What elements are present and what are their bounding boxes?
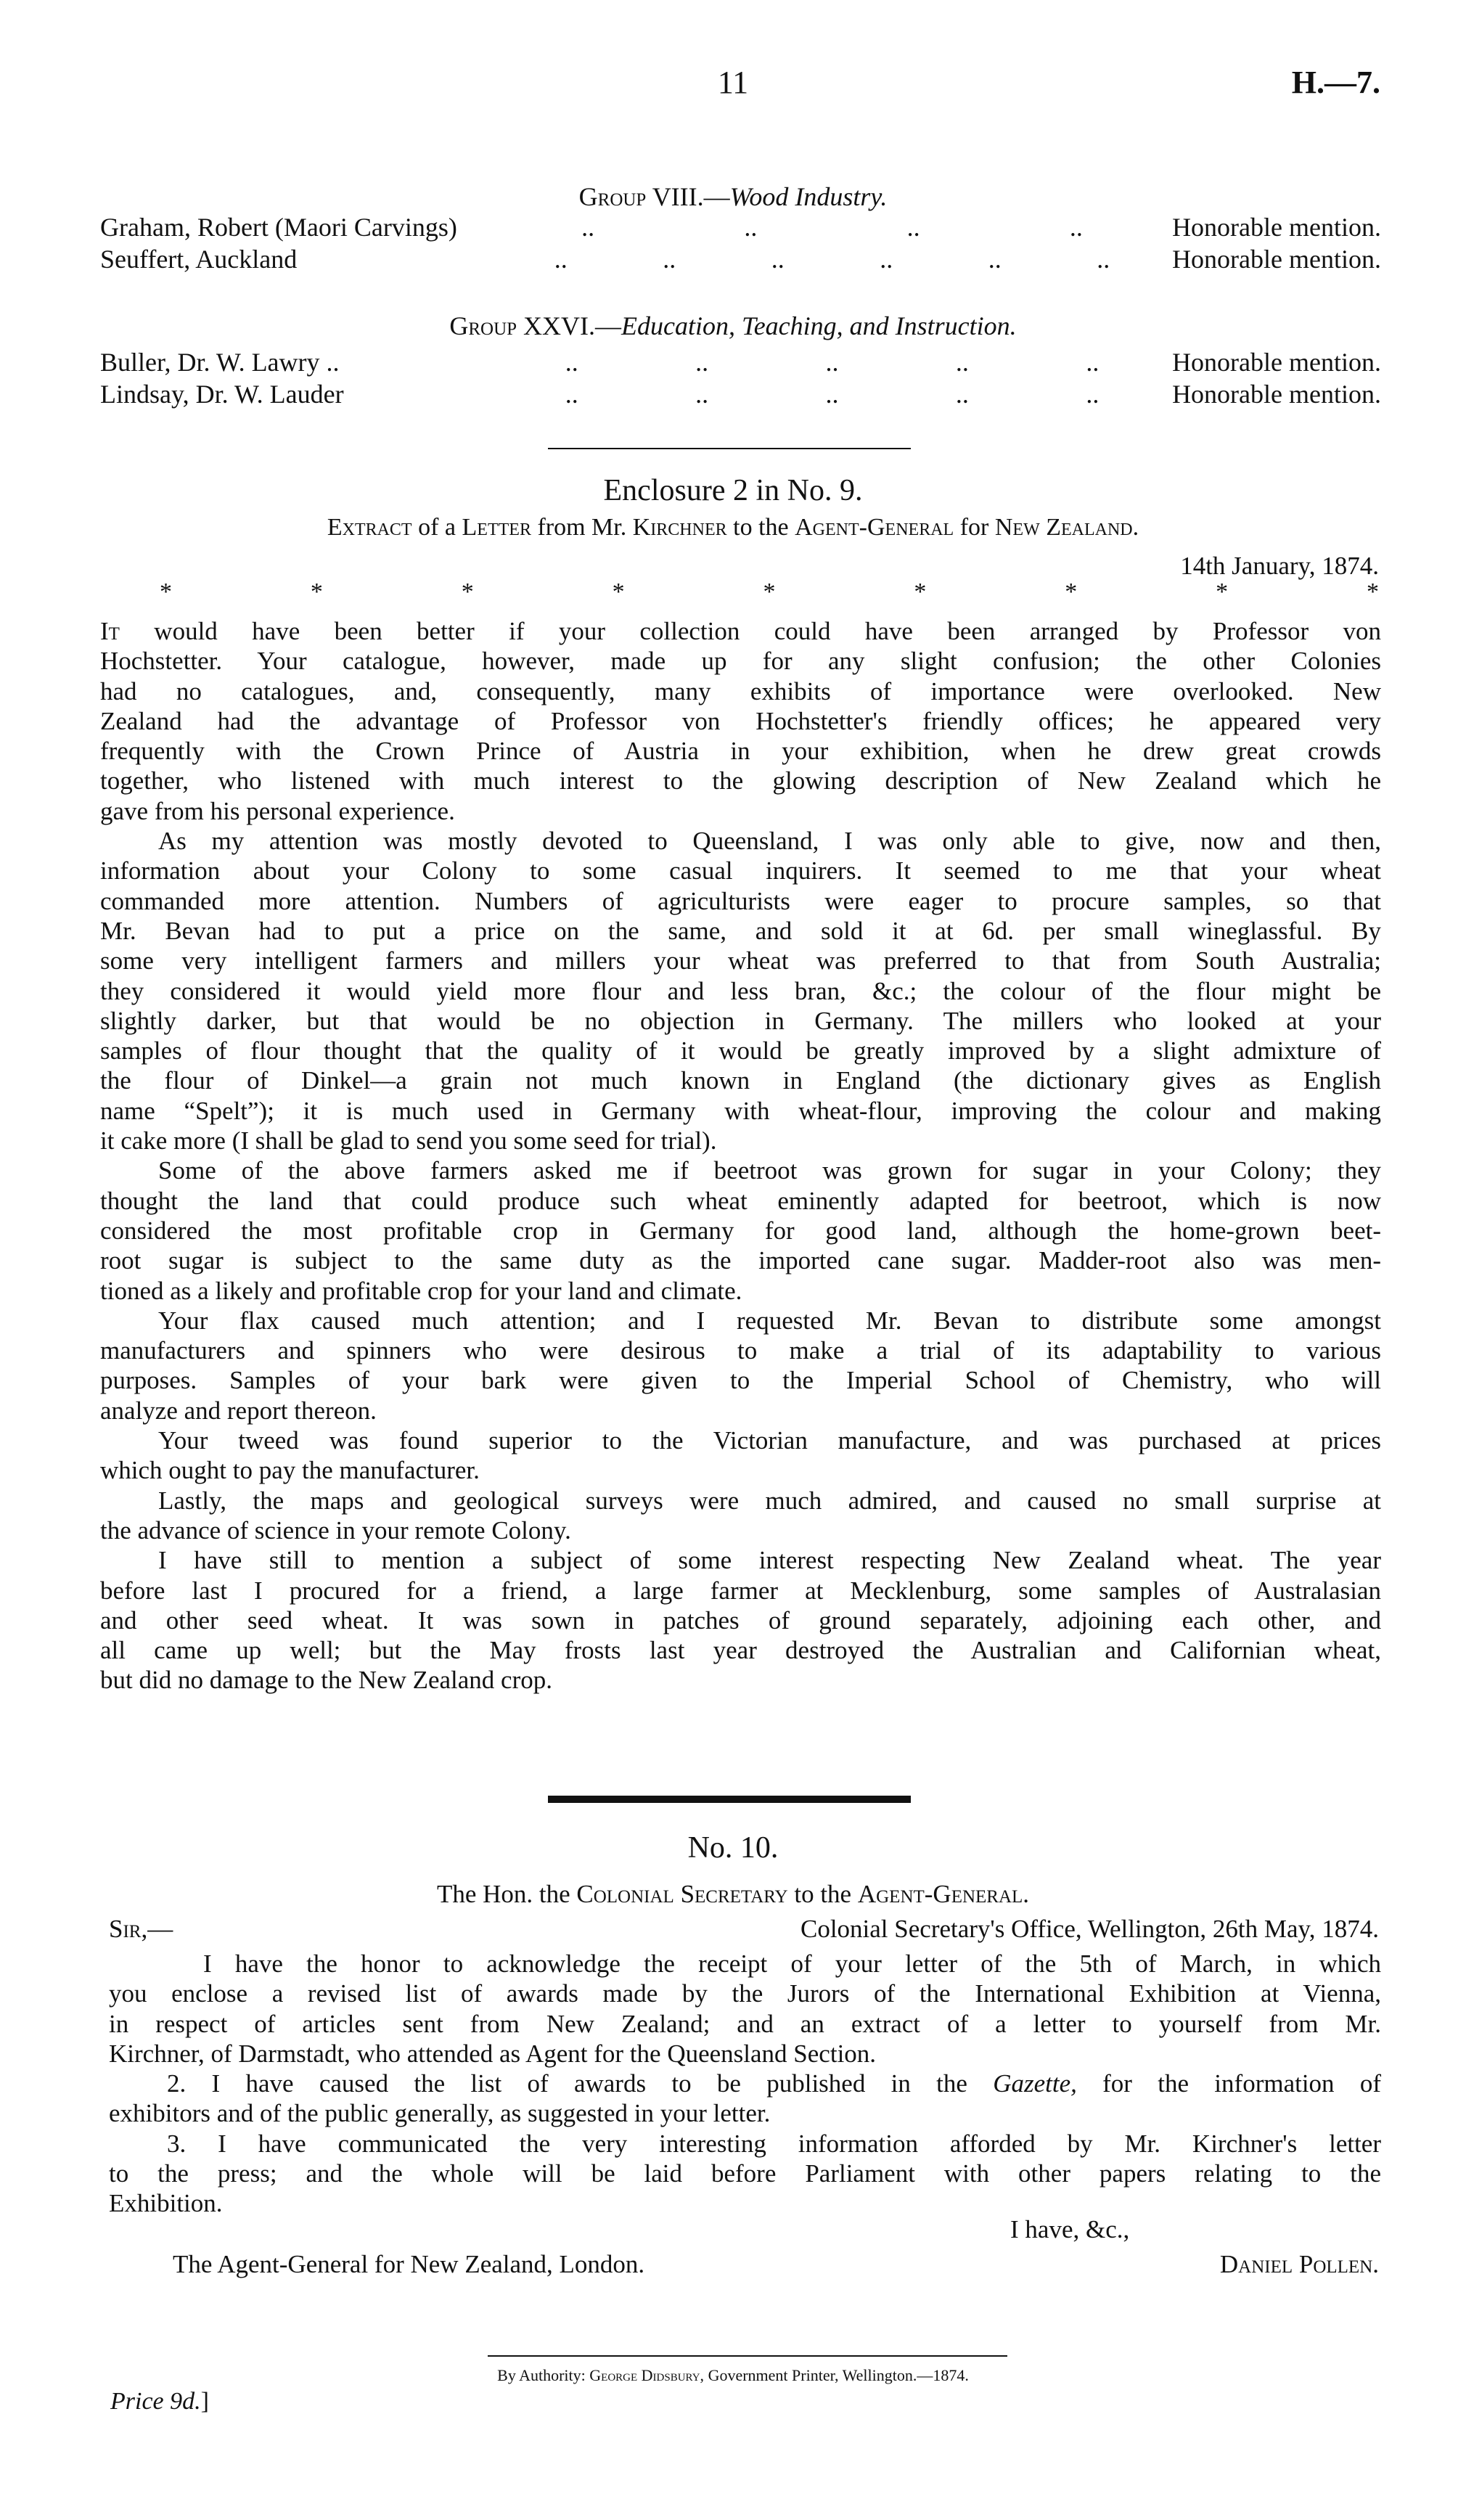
text-line: Mr. Bevan had to put a price on the same, and sold it at 6d. per small wineglassful. By: [100, 916, 1381, 945]
leader-dots: ..: [825, 348, 839, 377]
asterisk: *: [1065, 578, 1078, 605]
group-title: Wood Industry.: [729, 182, 888, 211]
text-line: before last I procured for a friend, a large farmer at Mecklenburg, some samples of Australasian: [100, 1576, 1381, 1605]
enclosure-body: [100, 616, 1381, 1695]
asterisk: *: [461, 578, 474, 605]
leader-dots: ..: [663, 245, 676, 274]
text-line: I have still to mention a subject of some interest respecting New Zealand wheat. The year: [158, 1546, 1381, 1575]
text-line: Your flax caused much attention; and I requested Mr. Bevan to distribute some amongst: [158, 1306, 1381, 1335]
omission-stars: [160, 578, 1379, 606]
document-reference: H.—7.: [1291, 65, 1380, 100]
text-line: purposes. Samples of your bark were given to the Imperial School of Chemistry, who will: [100, 1366, 1381, 1395]
text-line: name “Spelt”); it is much used in Germany with wheat-flour, improving the colour and making: [100, 1096, 1381, 1125]
exhibitor-name: Seuffert, Auckland: [100, 245, 298, 274]
text-line: Kirchner, of Darmstadt, who attended as Agent for the Queensland Section.: [109, 2039, 877, 2068]
leader-dots: ..: [771, 245, 785, 274]
price-unit: d.: [182, 2388, 201, 2415]
leader-dots: ..: [988, 245, 1002, 274]
text-line: As my attention was mostly devoted to Queensland, I was only able to give, now and then,: [158, 827, 1381, 856]
page-number: 11: [717, 65, 749, 100]
group-numeral: VIII.—: [652, 182, 730, 211]
text-line: had no catalogues, and, consequently, many exhibits of importance were overlooked. New: [100, 676, 1381, 705]
asterisk: *: [1367, 578, 1379, 605]
group-viii-heading: [0, 181, 1466, 212]
italic-title: Gazette,: [993, 2069, 1077, 2098]
text-line: but did no damage to the New Zealand crop.: [100, 1666, 552, 1695]
leader-dots: ..: [565, 348, 578, 377]
text-line: you enclose a revised list of awards made by the Jurors of the International Exhibition at Vienna,: [109, 1979, 1381, 2008]
group-title: Education, Teaching, and Instruction.: [621, 311, 1017, 340]
price-bracket: ]: [200, 2388, 209, 2415]
award-row: [100, 244, 1381, 276]
leader-dots: ..: [565, 380, 578, 409]
leader-dots: ..: [695, 380, 709, 409]
line-text: 2. I have caused the list of awards to be published in the: [167, 2069, 994, 2098]
text-line: Exhibition.: [109, 2189, 223, 2218]
text-line: root sugar is subject to the same duty as the imported cane sugar. Madder-root also was men-: [100, 1246, 1381, 1275]
leader-dots: ..: [955, 348, 969, 377]
text-line: and other seed wheat. It was sown in patches of ground separately, adjoining each other, and: [100, 1605, 1381, 1635]
text-line: thought the land that could produce such wheat eminently adapted for beetroot, which is now: [100, 1186, 1381, 1215]
subtitle-segment: to the: [787, 1880, 858, 1908]
text-line: commanded more attention. Numbers of agriculturists were eager to procure samples, so that: [100, 886, 1381, 915]
leader-dots: ..: [1097, 245, 1110, 274]
text-line: it cake more (I shall be glad to send you some seed for trial).: [100, 1126, 717, 1155]
dot-leaders: [507, 347, 1172, 377]
text-line: the advance of science in your remote Colony.: [100, 1515, 571, 1545]
subtitle-segment: from Mr.: [531, 514, 633, 541]
text-line: Your tweed was found superior to the Victorian manufacture, and was purchased at prices: [158, 1426, 1381, 1455]
text-line: they considered it would yield more flour and less bran, &c.; the colour of the flour might be: [100, 976, 1381, 1005]
text-line: together, who listened with much interest to the glowing description of New Zealand which he: [100, 766, 1381, 795]
award-text: Honorable mention.: [1172, 348, 1381, 377]
asterisk: *: [310, 578, 323, 605]
text-line: to the press; and the whole will be laid before Parliament with other papers relating to the: [109, 2159, 1381, 2188]
enclosure-date: 14th January, 1874.: [1180, 552, 1379, 580]
imprint: [0, 2366, 1466, 2385]
text-line: Lastly, the maps and geological surveys were much admired, and caused no small surprise at: [158, 1486, 1381, 1515]
group-label: Group: [578, 182, 647, 211]
letter-addressee: The Agent-General for New Zealand, London.: [173, 2250, 645, 2278]
leader-dots: ..: [880, 245, 893, 274]
line-text: for the information of: [1076, 2069, 1381, 2098]
leader-dots: ..: [1086, 348, 1100, 377]
award-text: Honorable mention.: [1172, 213, 1381, 242]
exhibitor-name: Lindsay, Dr. W. Lauder: [100, 380, 344, 409]
subtitle-segment: Letter: [462, 514, 531, 541]
leader-dots: ..: [554, 245, 568, 274]
text-line: all came up well; but the May frosts last year destroyed the Australian and Californian wheat,: [100, 1636, 1381, 1665]
leader-dots: ..: [955, 380, 969, 409]
text-line: samples of flour thought that the quality of it would be greatly improved by a slight admixture of: [100, 1036, 1381, 1065]
subtitle-segment: to the: [726, 514, 795, 541]
letter-salutation: Sir,—: [109, 1915, 173, 1943]
leader-dots: ..: [825, 380, 839, 409]
letter-body: [109, 1949, 1381, 2219]
text-line: [100, 616, 1381, 646]
leader-dots: ..: [906, 213, 920, 242]
leader-dots: ..: [1086, 380, 1100, 409]
leader-dots: ..: [744, 213, 758, 242]
imprint-divider: [488, 2355, 1007, 2357]
text-line: slightly darker, but that would be no objection in Germany. The millers who looked at your: [100, 1006, 1381, 1035]
text-line: Some of the above farmers asked me if beetroot was grown for sugar in your Colony; they: [158, 1156, 1381, 1185]
subtitle-segment: Colonial Secretary: [576, 1880, 788, 1908]
text-line: 3. I have communicated the very interesting information afforded by Mr. Kirchner's letter: [167, 2129, 1381, 2158]
text-line: which ought to pay the manufacturer.: [100, 1456, 480, 1485]
subtitle-segment: for: [954, 514, 995, 541]
price: [110, 2388, 209, 2415]
subtitle-segment: Extract: [327, 514, 412, 541]
letter-dateline: Colonial Secretary's Office, Wellington, 26th May, 1874.: [800, 1915, 1379, 1943]
text-line: Zealand had the advantage of Professor von Hochstetter's friendly offices; he appeared very: [100, 706, 1381, 735]
group-xxvi-heading: [0, 311, 1466, 341]
letter-closing: I have, &c.,: [1010, 2215, 1130, 2243]
leader-dots: ..: [581, 213, 595, 242]
subtitle-segment: The Hon. the: [436, 1880, 577, 1908]
text-line: [109, 2069, 1381, 2098]
dot-leaders: [507, 212, 1172, 242]
asterisk: *: [914, 578, 927, 605]
dot-leaders: [507, 244, 1172, 274]
enclosure-title: Enclosure 2 in No. 9.: [603, 474, 863, 507]
group-numeral: XXVI.—: [523, 311, 622, 340]
asterisk: *: [1216, 578, 1229, 605]
award-row: [100, 379, 1381, 411]
section-divider-thick: [548, 1796, 911, 1803]
text-line: analyze and report thereon.: [100, 1396, 377, 1425]
dot-leaders: [507, 379, 1172, 409]
line-text: would have been better if your collection could have been arranged by Professor von: [119, 617, 1381, 645]
price-label: Price 9: [110, 2388, 183, 2415]
text-line: information about your Colony to some casual inquirers. It seemed to me that your wheat: [100, 856, 1381, 885]
subtitle-segment: Kirchner: [632, 514, 727, 541]
text-line: frequently with the Crown Prince of Austria in your exhibition, when he drew great crowds: [100, 737, 1381, 766]
text-line: the flour of Dinkel—a grain not much known in England (the dictionary gives as English: [100, 1066, 1381, 1095]
leader-dots: ..: [1069, 213, 1083, 242]
subtitle-segment: New Zealand.: [994, 514, 1139, 541]
exhibitor-name: Buller, Dr. W. Lawry ..: [100, 348, 340, 377]
text-line: some very intelligent farmers and millers your wheat was preferred to that from South Australia;: [100, 946, 1381, 975]
award-row: [100, 347, 1381, 379]
imprint-printer: George Didsbury,: [589, 2366, 705, 2384]
asterisk: *: [763, 578, 776, 605]
initial-word: It: [100, 617, 120, 645]
text-line: in respect of articles sent from New Zealand; and an extract of a letter to yourself from Mr.: [109, 2009, 1381, 2038]
letter-signature: Daniel Pollen.: [1219, 2250, 1379, 2278]
letter-title: No. 10.: [687, 1831, 779, 1865]
text-line: considered the most profitable crop in Germany for good land, although the home-grown beet-: [100, 1216, 1381, 1245]
imprint-pre: By Authority:: [497, 2366, 590, 2384]
award-text: Honorable mention.: [1172, 380, 1381, 409]
asterisk: *: [612, 578, 625, 605]
leader-dots: ..: [695, 348, 709, 377]
award-text: Honorable mention.: [1172, 245, 1381, 274]
exhibitor-name: Graham, Robert (Maori Carvings): [100, 213, 457, 242]
text-line: I have the honor to acknowledge the receipt of your letter of the 5th of March, in which: [203, 1950, 1381, 1978]
text-line: exhibitors and of the public generally, as suggested in your letter.: [109, 2099, 771, 2128]
imprint-post: Government Printer, Wellington.—1874.: [704, 2366, 969, 2384]
subtitle-segment: Agent-General: [795, 514, 954, 541]
section-divider: [548, 448, 911, 449]
text-line: manufacturers and spinners who were desirous to make a trial of its adaptability to various: [100, 1336, 1381, 1365]
subtitle-segment: Agent-General.: [857, 1880, 1030, 1908]
subtitle-segment: of a: [411, 514, 462, 541]
asterisk: *: [160, 578, 172, 605]
award-row: [100, 212, 1381, 244]
group-label: Group: [449, 311, 517, 340]
enclosure-subtitle: [0, 514, 1466, 541]
text-line: tioned as a likely and profitable crop for your land and climate.: [100, 1276, 742, 1305]
letter-subtitle: [0, 1880, 1466, 1909]
text-line: gave from his personal experience.: [100, 796, 455, 825]
text-line: Hochstetter. Your catalogue, however, made up for any slight confusion; the other Colonies: [100, 647, 1381, 676]
